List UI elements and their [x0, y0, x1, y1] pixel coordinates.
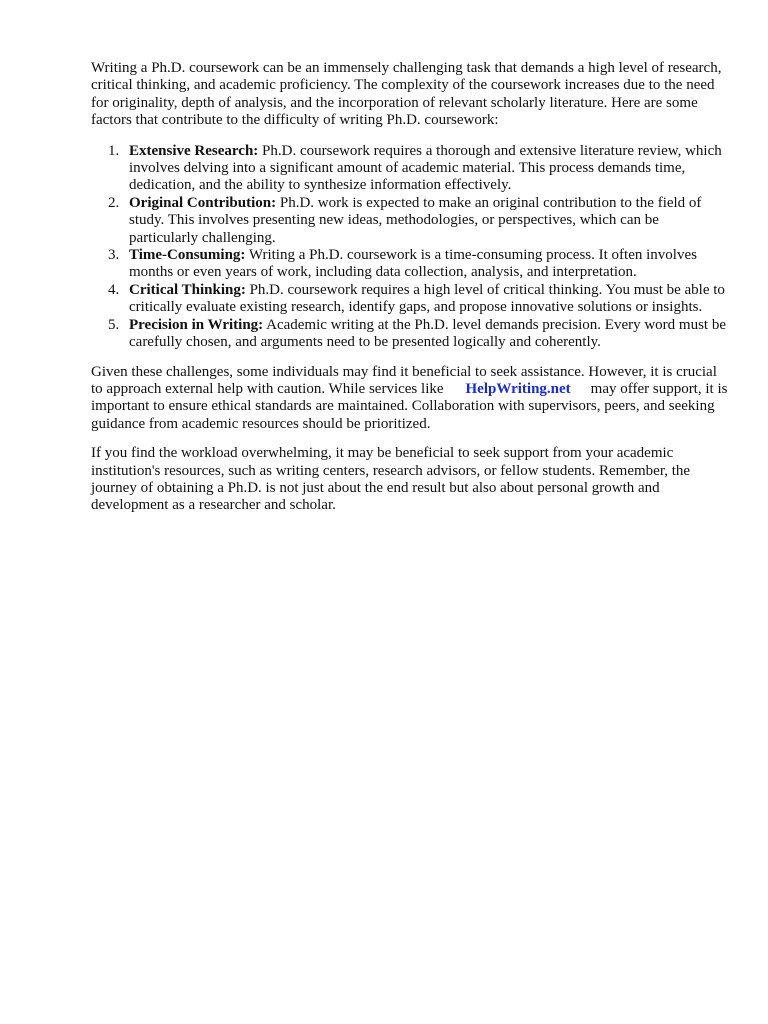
list-item-title: Precision in Writing:	[129, 316, 264, 333]
list-item	[91, 282, 731, 317]
list-item-text: Ph.D. work is expected to make an original contribution to the field of study. This involves presenting new ideas, methodologies, or perspectives, which can be particularly challenging.	[129, 194, 702, 246]
list-item-number: 2.	[108, 194, 120, 211]
list-item-title: Critical Thinking:	[129, 281, 246, 298]
list-item-title: Original Contribution:	[129, 194, 277, 211]
list-item-text: Writing a Ph.D. coursework is a time-consuming process. It often involves months or even years of work, including data collection, analysis, and interpretation.	[129, 247, 697, 281]
factors-list	[91, 143, 731, 352]
list-item-title: Time-Consuming:	[129, 247, 246, 264]
list-item-number: 5.	[108, 316, 120, 333]
list-item	[91, 317, 731, 352]
assistance-text-before: Given these challenges, some individuals may find it beneficial to seek assistance. However, it is crucial to approach external help with caution. While services like	[91, 363, 717, 397]
list-item-number: 1.	[108, 142, 120, 159]
list-item-text: Academic writing at the Ph.D. level demands precision. Every word must be carefully chosen, and arguments need to be presented logically and coherently.	[129, 316, 727, 351]
list-item-title: Extensive Research:	[129, 142, 259, 159]
list-item-number: 3.	[108, 247, 120, 264]
list-item-text: Ph.D. coursework requires a thorough and extensive literature review, which involves delving into a significant amount of academic material. This process demands time, dedication, and the ability to synthesize information effectively.	[129, 142, 722, 194]
list-item-number: 4.	[108, 281, 120, 298]
list-item-text: Ph.D. coursework requires a high level of critical thinking. You must be able to critically evaluate existing research, identify gaps, and propose innovative solutions or insights.	[129, 281, 725, 316]
assistance-text-after: may offer support, it is important to ensure ethical standards are maintained. Collaboration with supervisors, peers, and seeking guidance from academic resources should be prioritized.	[91, 380, 728, 432]
helpwriting-link[interactable]: HelpWriting.net	[465, 380, 571, 397]
list-item	[91, 247, 731, 282]
closing-paragraph: If you find the workload overwhelming, it may be beneficial to seek support from your academic institution's resources, such as writing centers, research advisors, or fellow students. Remember, the journey of obtaining a Ph.D. is not just about the end result but also about personal growth and development as a researcher and scholar.	[91, 445, 691, 514]
document-page	[91, 60, 731, 515]
list-item	[91, 143, 731, 195]
intro-paragraph: Writing a Ph.D. coursework can be an immensely challenging task that demands a high level of research, critical thinking, and academic proficiency. The complexity of the coursework increases due to the need for originality, depth of analysis, and the incorporation of relevant scholarly literature. Here are some factors that contribute to the difficulty of writing Ph.D. coursework:	[91, 60, 722, 129]
assistance-paragraph	[91, 364, 731, 434]
list-item	[91, 195, 731, 247]
